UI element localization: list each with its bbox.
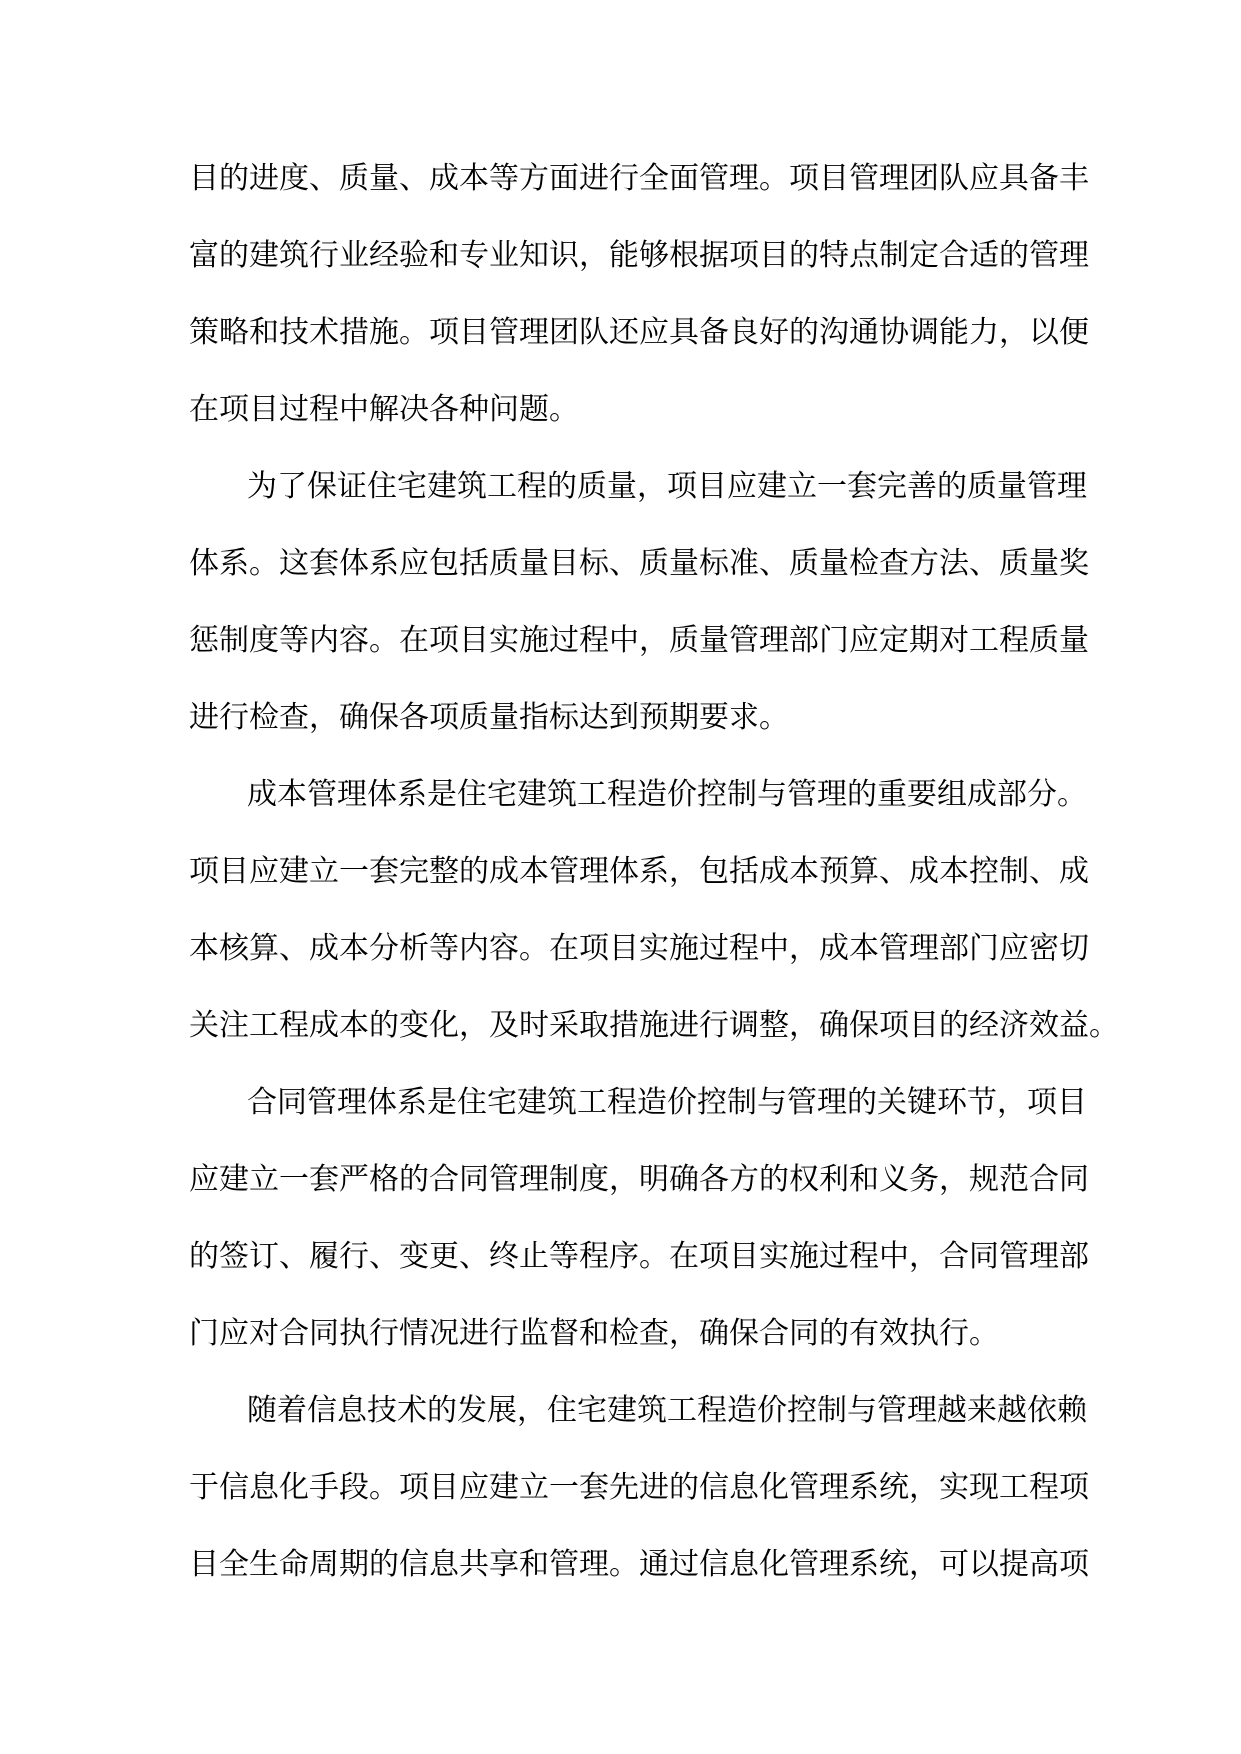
text-line: 应建立一套严格的合同管理制度，明确各方的权利和义务，规范合同: [189, 1162, 1089, 1197]
text-line: 策略和技术措施。项目管理团队还应具备良好的沟通协调能力，以便: [189, 315, 1089, 350]
text-line: 项目应建立一套完整的成本管理体系，包括成本预算、成本控制、成: [189, 854, 1089, 889]
text-line: 目全生命周期的信息共享和管理。通过信息化管理系统，可以提高项: [189, 1547, 1089, 1582]
text-line: 进行检查，确保各项质量指标达到预期要求。: [189, 700, 789, 735]
text-line: 于信息化手段。项目应建立一套先进的信息化管理系统，实现工程项: [189, 1470, 1089, 1505]
text-line: 门应对合同执行情况进行监督和检查，确保合同的有效执行。: [189, 1316, 999, 1351]
text-line: 本核算、成本分析等内容。在项目实施过程中，成本管理部门应密切: [189, 931, 1089, 966]
paragraph-first-line: 随着信息技术的发展，住宅建筑工程造价控制与管理越来越依赖: [247, 1393, 1087, 1428]
paragraph-first-line: 为了保证住宅建筑工程的质量，项目应建立一套完善的质量管理: [247, 469, 1087, 504]
text-line: 富的建筑行业经验和专业知识，能够根据项目的特点制定合适的管理: [189, 238, 1089, 273]
text-line: 在项目过程中解决各种问题。: [189, 392, 579, 427]
text-line: 关注工程成本的变化，及时采取措施进行调整，确保项目的经济效益。: [189, 1008, 1119, 1043]
paragraph-first-line: 成本管理体系是住宅建筑工程造价控制与管理的重要组成部分。: [247, 777, 1087, 812]
text-line: 体系。这套体系应包括质量目标、质量标准、质量检查方法、质量奖: [189, 546, 1089, 581]
paragraph-first-line: 合同管理体系是住宅建筑工程造价控制与管理的关键环节，项目: [247, 1085, 1087, 1120]
document-body: [189, 140, 1119, 1603]
text-line: 目的进度、质量、成本等方面进行全面管理。项目管理团队应具备丰: [189, 161, 1089, 196]
text-line: 惩制度等内容。在项目实施过程中，质量管理部门应定期对工程质量: [189, 623, 1089, 658]
text-line: 的签订、履行、变更、终止等程序。在项目实施过程中，合同管理部: [189, 1239, 1089, 1274]
